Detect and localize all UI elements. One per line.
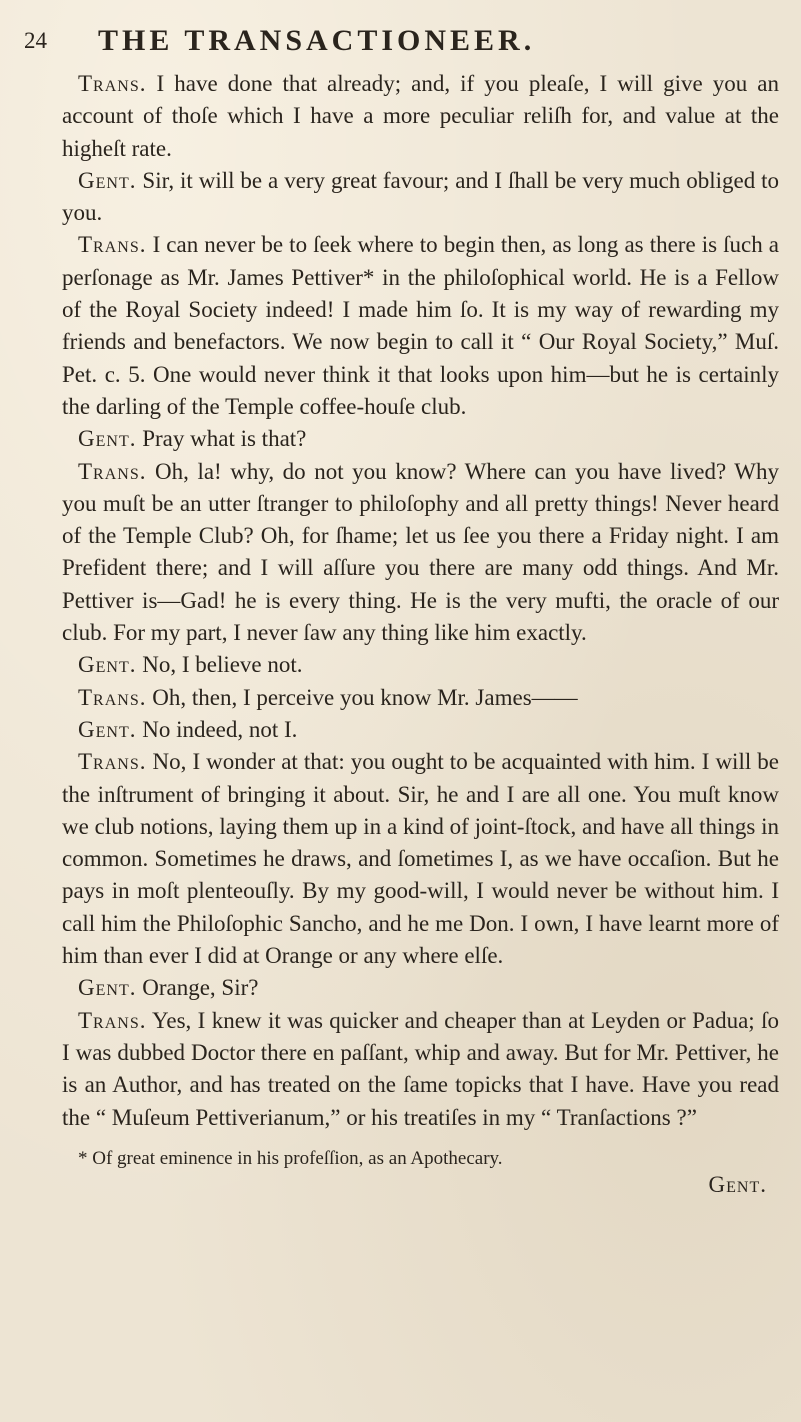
dialogue-paragraph [62,649,779,681]
running-head [24,20,779,62]
dialogue-text: Orange, Sir? [142,975,259,1001]
dialogue-text: No, I wonder at that: you ought to be acquainted with him. I will be the inſtrument of bringing it about. Sir, he and I are all one. You muſt know we club notions, laying them up in a kind of joint-ſtock, and have all things in common. Sometimes he draws, and ſometimes I, as we have occaſion. But he pays in moſt plenteouſly. By my good-will, I would never be without him. I call him the Philoſophic Sancho, and he me Don. I own, I have learnt more of him than ever I did at Orange or any where elſe. [62,749,779,969]
dialogue-paragraph [62,68,779,165]
dialogue-text: Oh, then, I perceive you know Mr. James—— [152,684,578,710]
speaker-label: Gent. [78,167,137,193]
dialogue-text: Oh, la! why, do not you know? Where can you have lived? Why you muſt be an utter ſtranger to philoſophy and all pretty things! Never heard of the Temple Club? Oh, for ſhame; let us ſee you there a Friday night. I am Prefident there; and I will aſſure you there are many odd things. And Mr. Pettiver is—Gad! he is every thing. He is the very mufti, the oracle of our club. For my part, I never ſaw any thing like him exactly. [62,458,780,646]
dialogue-text [62,68,779,1134]
speaker-label: Trans. [78,684,147,710]
dialogue-text: I can never be to ſeek where to begin then, as long as there is ſuch a perſonage as Mr. James Pettiver* in the philoſophical world. He is a Fellow of the Royal Society indeed! I made him ſo. It is my way of rewarding my friends and benefactors. We now begin to call it “ Our Royal Society,” Muſ. Pet. c. 5. One would never think it that looks upon him—but he is certainly the darling of the Temple coffee-houſe club. [62,232,780,419]
speaker-label: Trans. [78,232,147,258]
dialogue-paragraph [62,165,779,230]
speaker-label: Gent. [78,426,137,452]
speaker-label: Gent. [78,652,137,678]
catchword: Gent. [708,1171,767,1197]
dialogue-paragraph [62,423,779,455]
speaker-label: Trans. [78,1007,147,1033]
dialogue-text: No, I believe not. [142,652,303,678]
speaker-label: Trans. [78,749,147,775]
running-title: THE TRANSACTIONEER. [98,24,536,57]
dialogue-paragraph [62,714,779,746]
dialogue-paragraph [62,1005,779,1134]
speaker-label: Gent. [78,716,137,742]
dialogue-paragraph [62,456,779,650]
dialogue-paragraph [62,746,779,972]
dialogue-text: No indeed, not I. [142,716,298,742]
speaker-label: Trans. [78,458,147,484]
speaker-label: Trans. [78,71,147,96]
dialogue-paragraph [62,972,779,1004]
dialogue-text: I have done that already; and, if you pleaſe, I will give you an account of thoſe which I have a more peculiar reliſh for, and value at the higheſt rate. [62,71,780,161]
dialogue-text: Sir, it will be a very great favour; and I ſhall be very much obliged to you. [62,167,780,226]
page-number: 24 [24,28,47,53]
speaker-label: Gent. [78,975,137,1001]
footnote: * Of great eminence in his profeſſion, as an Apothecary. [78,1147,503,1169]
dialogue-paragraph [62,682,779,714]
dialogue-text: Pray what is that? [142,426,307,452]
dialogue-paragraph [62,229,779,423]
dialogue-text: Yes, I knew it was quicker and cheaper than at Leyden or Padua; ſo I was dubbed Doctor there en paſſant, whip and away. But for Mr. Pettiver, he is an Author, and has treated on the ſame topicks that I have. Have you read the “ Muſeum Pettiverianum,” or his treatiſes in my “ Tranſactions ?” [62,1007,779,1130]
